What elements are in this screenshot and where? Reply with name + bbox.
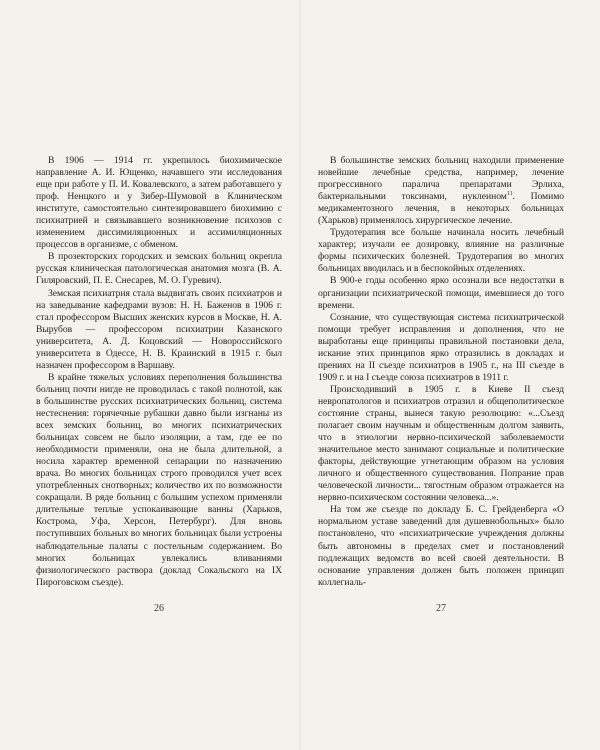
footnote-marker: 11 (506, 190, 513, 197)
paragraph: В крайне тяжелых условиях переполнения большинства больниц почти нигде не проводилась с такой полнотой, как в большинстве русских психиатрических больниц, система нестеснения: горячечные рубашки давно были изгнаны из всех земских больниц, во многих психиатрических больницах совсем не было изоляции, а там, где ее по необходимости применяли, она не была длительной, а носила характер временной сепарации по назначению врача. Во многих больницах строго проводился учет всех употребленных снотворных; количество их по возможности сокращали. В ряде больниц с большим успехом применяли длительные теплые успокаивающие ванны (Харьков, Кострома, Уфа, Херсон, Петербург). Для вновь поступивших больных во многих больницах были устроены наблюдательные палаты с постельным содержанием. Во многих больницах увлекались вливаниями физиологического раствора (доклад Сокальского на IX Пироговском съезде). (36, 371, 282, 588)
right-page (318, 155, 564, 589)
paragraph: Происходивший в 1905 г. в Киеве II съезд невропатологов и психиатров отразил и общеполитическое состояние страны, вынеся такую резолюцию: «...Съезд полагает своим научным и общественным долгом заявить, что в этиологии нервно-психической заболеваемости значительное место занимают социальные и политические факторы, действующие угнетающим образом на условия личного и общественного существования. Попрание прав человеческой личности... тягостным образом отражается на нервно-психическом состоянии человека...». (318, 383, 564, 504)
paragraph-text: В большинстве земских больниц находили применение новейшие лечебные средства, например, лечение прогрессивного паралича препаратами Эрлиха, бактериальными токсинами, нуклеином (318, 155, 564, 203)
paragraph: На том же съезде по докладу Б. С. Грейденберга «О нормальном уставе заведений для душевнобольных» было постановлено, что «психиатрические учреждения должны быть автономны в пределах смет и постановлений подлежащих ведомств во всей своей деятельности. В основание управления должен быть положен принцип коллегиаль- (318, 504, 564, 588)
paragraph: В прозекторских городских и земских больниц окрепла русская клиническая патологическая анатомия мозга (В. А. Гиляровский, П. Е. Снесарев, М. О. Гуревич). (36, 251, 282, 287)
paragraph-text-tail: . Помимо медикаментозного лечения, в некоторых больницах (Харьков) применялось хирургическое лечение. (318, 191, 564, 227)
page-number-right: 27 (436, 603, 446, 614)
left-page-text (36, 155, 282, 589)
paragraph: В 1906 — 1914 гг. укрепилось биохимическое направление А. И. Ющенко, начавшего эти исследования еще при работе у П. И. Ковалевского, а затем работавшего у проф. Ненцкого и у Зибер-Шумовой в Клиническом институте, самостоятельно синтезировавшего биохимию с психиатрией и связывавшего возникновение психозов с изменением диссимиляционных и ассимиляционных процессов в организме, с обменом. (36, 155, 282, 251)
paragraph: Трудотерапия все больше начинала носить лечебный характер; изучали ее дозировку, влияние на различные формы психических болезней. Трудотерапия во многих больницах вводилась и в беспокойных отделениях. (318, 227, 564, 275)
page-number-left: 26 (154, 603, 164, 614)
paragraph: Сознание, что существующая система психиатрической помощи требует исправления и дополнения, что не выработаны еще принципы правильной постановки дела, искание этих принципов ярко отразились в докладах и прениях на II съезде психиатров в 1905 г., на III съезде в 1909 г. и на I съезде союза психиатров в 1911 г. (318, 311, 564, 383)
paragraph (318, 155, 564, 227)
paragraph: В 900-е годы особенно ярко осознали все недостатки в организации психиатрической помощи, имевшиеся до того времени. (318, 275, 564, 311)
book-gutter (299, 0, 301, 750)
paragraph: Земская психиатрия стала выдвигать своих психиатров и на заведывание кафедрами вузов: Н. Н. Баженов в 1906 г. стал профессором Высших женских курсов в Москве, Н. А. Вырубов — профессором психиатрии Казанского университета, А. Д. Коцовский — Новороссийского университета в Одессе, Н. В. Краинский в 1915 г. был назначен профессором в Варшаву. (36, 287, 282, 371)
left-page (36, 155, 282, 589)
right-page-text (318, 155, 564, 589)
